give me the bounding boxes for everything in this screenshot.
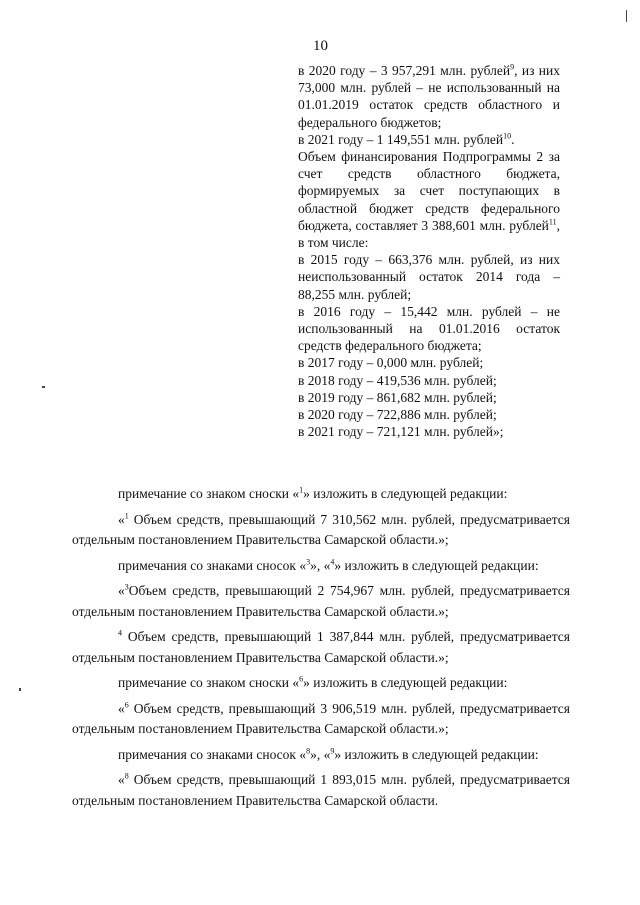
scan-speck: [626, 10, 627, 22]
year-line: в 2021 году – 721,121 млн. рублей»;: [298, 424, 504, 440]
scan-speck: [19, 688, 21, 691]
year-line: в 2019 году – 861,682 млн. рублей;: [298, 389, 497, 405]
subprogram-volume-paragraph: Объем финансирования Подпрограммы 2 за счет средств областного бюджета, формируемых за счет поступающих в областной бюджет средств федерального бюджета, составляет 3 388,601 млн. рублей$^{11}$, в том числе:: [298, 149, 560, 251]
footnote-paragraph: «$^1$ Объем средств, превышающий 7 310,562 млн. рублей, предусматривается отдельным постановлением Правительства Самарской области.»;: [72, 511, 570, 547]
instruction-paragraph: примечание со знаком сноски «$^1$» изложить в следующей редакции:: [118, 485, 508, 501]
footnote-paragraph: «$^8$ Объем средств, превышающий 1 893,015 млн. рублей, предусматривается отдельным постановлением Правительства Самарской области.: [72, 771, 570, 808]
footnote-paragraph: $^4$ Объем средств, превышающий 1 387,844 млн. рублей, предусматривается отдельным постановлением Правительства Самарской области.»;: [72, 628, 570, 665]
instruction-paragraph: примечания со знаками сносок «$^3$», «$^4$» изложить в следующей редакции:: [118, 557, 539, 573]
year-line: в 2015 году – 663,376 млн. рублей, из них неиспользованный остаток 2014 года – 88,255 млн. рублей;: [298, 252, 560, 302]
year-2020-paragraph: в 2020 году – 3 957,291 млн. рублей$^9$, из них 73,000 млн. рублей – не использованный на 01.01.2019 остаток средств областного и федерального бюджетов;: [298, 62, 560, 130]
amendment-text: [72, 484, 570, 816]
funding-column: [298, 62, 560, 440]
instruction-paragraph: примечание со знаком сноски «$^6$» изложить в следующей редакции:: [118, 674, 508, 690]
page-number: 10: [313, 38, 328, 54]
year-line: в 2017 году – 0,000 млн. рублей;: [298, 355, 484, 371]
year-2021-paragraph: в 2021 году – 1 149,551 млн. рублей$^{10}$.: [298, 131, 515, 147]
year-line: в 2020 году – 722,886 млн. рублей;: [298, 407, 497, 423]
scan-speck: [42, 386, 45, 388]
footnote-mark: 9: [510, 62, 515, 72]
footnote-paragraph: «$^3$Объем средств, превышающий 2 754,967 млн. рублей, предусматривается отдельным постановлением Правительства Самарской области.»;: [72, 582, 570, 619]
footnote-mark: 10: [503, 131, 512, 141]
instruction-paragraph: примечания со знаками сносок «$^8$», «$^9$» изложить в следующей редакции:: [118, 746, 539, 762]
footnote-paragraph: «$^6$ Объем средств, превышающий 3 906,519 млн. рублей, предусматривается отдельным постановлением Правительства Самарской области.»;: [72, 700, 570, 736]
year-line: в 2016 году – 15,442 млн. рублей – не использованный на 01.01.2016 остаток средств федерального бюджета;: [298, 303, 560, 354]
year-line: в 2018 году – 419,536 млн. рублей;: [298, 372, 497, 388]
footnote-mark: 11: [548, 217, 557, 227]
